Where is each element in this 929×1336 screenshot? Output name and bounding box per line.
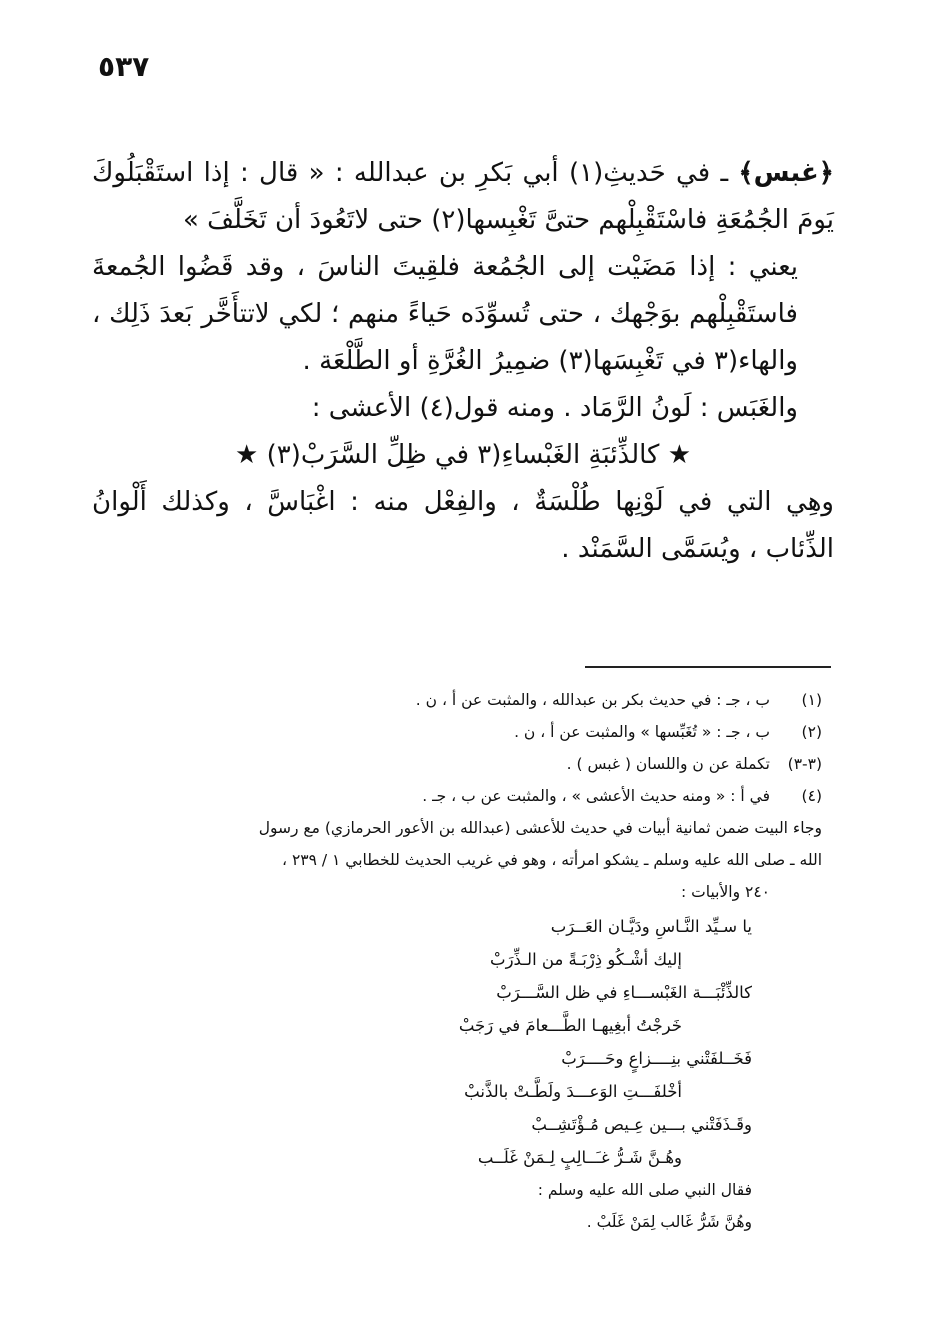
footnotes [70, 684, 822, 1238]
entry-first-paragraph [92, 150, 834, 244]
headword: ﴿غبس﴾ [738, 158, 834, 188]
verse-text: كالذِّئبَةِ الغَبْساءِ(٣ في ظِلِّ السَّرَبْ(٣) [266, 440, 660, 470]
footnote [70, 684, 822, 716]
poem-hemistich: وقَـذَفَتْني بـــين عِـيص مُـؤْتَشِــبْ [531, 1115, 752, 1134]
footnote-divider [585, 666, 831, 668]
star-ornament: ★ [234, 440, 259, 470]
poem-hemistich: وهُـنَّ شَـرُّ غـَــالِبٍ لِـمَنْ غَلَــب [477, 1148, 682, 1167]
footnote-text: في أ : « ومنه حديث الأعشى » ، والمثبت عن ب ، جـ . [422, 787, 770, 805]
footnote [70, 716, 822, 748]
footnote-closing-line: وهُنَّ شَرُّ غَالب لِمَنْ غَلَبْ . [586, 1213, 752, 1231]
poem-hemistich: خَرجْتُ أبغِيهـا الطَّـــعامَ في رَجَبْ [458, 1016, 682, 1035]
page-number: ٥٣٧ [98, 50, 150, 83]
footnote-number: (٢) [801, 723, 822, 741]
footnote-number: (٤) [801, 787, 822, 805]
footnote-number: (١) [801, 691, 822, 709]
poem [70, 910, 822, 1174]
footnote-closing-line: فقال النبي صلى الله عليه وسلم : [537, 1181, 752, 1199]
explanation-paragraph: يعني : إذا مَضَيْت إلى الجُمُعة فلقِيتَ الناسَ ، وقد قَضُوا الجُمعةَ فاستَقْبِلْهم بوَجْهك ، حتى تُسوِّدَه حَياءً منهم ؛ لكي لاتتأَخَّر بَعدَ ذَلِك ، والهاء(٣ في تَغْبِسَها(٣) ضمِيرُ الغُرَّةِ أو الطَّلْعَة . [92, 252, 798, 376]
poem-hemistich: يا سـيِّد النَّـاسِ ودَيَّـان العَــرَب [550, 917, 752, 936]
poem-hemistich: أخْلفَـــتِ الوَعـــدَ ولَطَّـتْ بالذَّنبْ [464, 1082, 682, 1101]
verse-line [92, 432, 834, 479]
footnote-continuation: وجاء البيت ضمن ثمانية أبيات في حديث للأعشى (عبدالله بن الأعور الحرمازي) مع رسول [258, 819, 822, 837]
paragraph-text: ـ في حَديثِ(١) أبي بَكرِ بن عبدالله : « قال : إذا استَقْبَلُوكَ يَومَ الجُمُعَةِ فاسْتَقْبِلْهم حتىَّ تَغْبِسها(٢) حتى لاتَعُودَ أن تَخَلَّفَ » [92, 158, 834, 235]
star-ornament: ★ [667, 440, 692, 470]
definition-paragraph: والغَبَس : لَونُ الرَّمَاد . ومنه قول(٤) الأعشى : [311, 393, 798, 423]
closing-paragraph: وهِي التي في لَوْنِها طُلْسَةٌ ، والفِعْل منه : اغْبَاسَّ ، وكذلك أَلْوانُ الذِّئاب ، ويُسَمَّى السَّمَنْد . [92, 487, 834, 564]
poem-hemistich: إليك أشْـكُو ذِرْبَـةً من الـذِّرَبْ [490, 950, 682, 969]
poem-hemistich: فَخَــلفَتْني بنِــــزاعٍ وحَــــرَبْ [561, 1049, 752, 1068]
footnote-continuation: الله ـ صلى الله عليه وسلم ـ يشكو امرأته ، وهو في غريب الحديث للخطابي ١ / ٢٣٩ ، [282, 851, 822, 869]
footnote-number: (٣-٣) [787, 755, 822, 773]
poem-hemistich: كالذِّئْبَـــة الغَبْســـاءِ في ظل السَّـــرَبْ [496, 983, 752, 1002]
footnote-continuation: ٢٤٠ والأبيات : [681, 883, 770, 901]
footnote-text: تكملة عن ن واللسان ( غبس ) . [566, 755, 770, 773]
footnote-text: ب ، جـ : في حديث بكر بن عبدالله ، والمثبت عن أ ، ن . [415, 691, 770, 709]
main-text [92, 150, 834, 573]
footnote-text: ب ، جـ : « تُغَبِّسها » والمثبت عن أ ، ن . [514, 723, 770, 741]
footnote [70, 780, 822, 812]
footnote [70, 748, 822, 780]
